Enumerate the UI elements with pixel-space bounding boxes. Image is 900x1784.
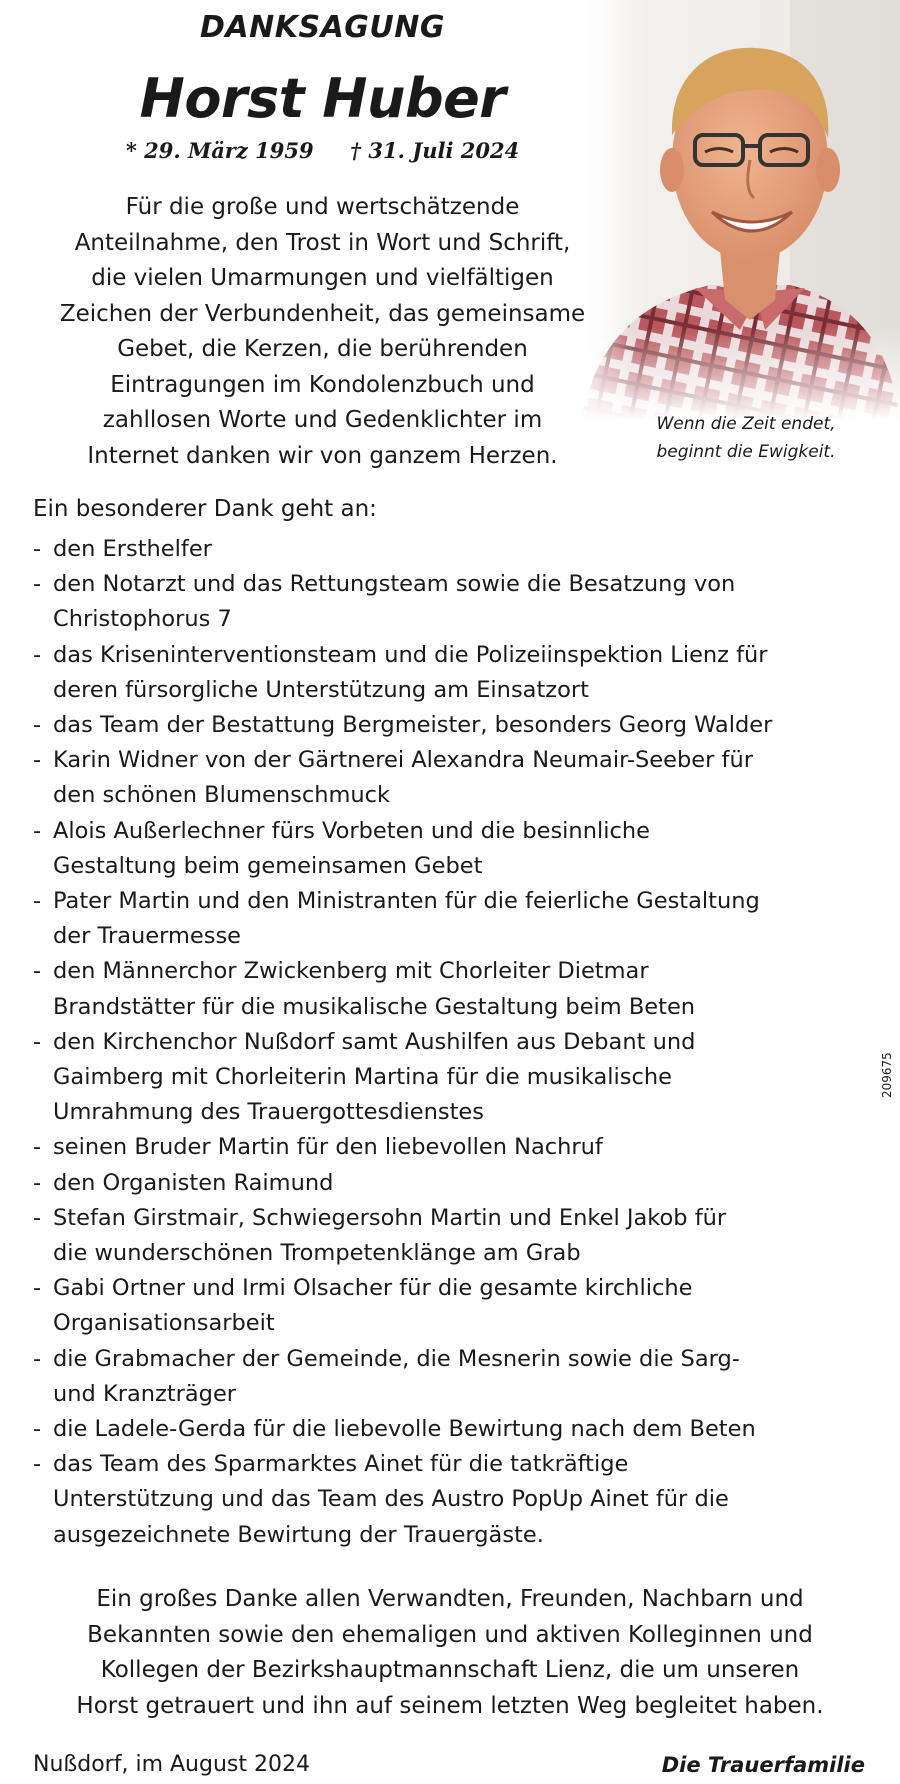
thanks-item: - Pater Martin und den Ministranten für die feierliche Gestaltung der Trauermesse <box>33 884 885 954</box>
intro-line: Anteilnahme, den Trost in Wort und Schrift, <box>74 229 571 256</box>
life-dates <box>100 136 545 166</box>
place-and-date: Nußdorf, im August 2024 <box>33 1752 310 1777</box>
intro-line: Eintragungen im Kondolenzbuch und <box>110 371 535 398</box>
thanks-item: - das Team der Bestattung Bergmeister, besonders Georg Walder <box>33 708 885 743</box>
notice-kicker: DANKSAGUNG <box>199 10 445 45</box>
thanks-item: - seinen Bruder Martin für den liebevollen Nachruf <box>33 1130 885 1165</box>
thanks-item: - Alois Außerlechner fürs Vorbeten und die besinnliche Gestaltung beim gemeinsamen Gebet <box>33 814 885 884</box>
thanks-item: - die Ladele-Gerda für die liebevolle Bewirtung nach dem Beten <box>33 1412 885 1447</box>
thanks-list <box>33 532 885 1553</box>
closing-line: Bekannten sowie den ehemaligen und aktiven Kolleginnen und <box>87 1621 813 1648</box>
thanks-item: - den Notarzt und das Rettungsteam sowie die Besatzung von Christophorus 7 <box>33 567 885 637</box>
birth-date: * 29. März 1959 <box>125 138 314 163</box>
thanks-item: - den Ersthelfer <box>33 532 885 567</box>
closing-line: Horst getrauert und ihn auf seinem letzten Weg begleitet haben. <box>76 1692 824 1719</box>
closing-line: Kollegen der Bezirkshauptmannschaft Lienz, die um unseren <box>100 1657 800 1683</box>
thanks-item: - das Kriseninterventionsteam und die Polizeiinspektion Lienz für deren fürsorgliche Unterstützung am Einsatzort <box>33 638 885 708</box>
closing-paragraph <box>20 1582 880 1724</box>
closing-line: Ein großes Danke allen Verwandten, Freunden, Nachbarn und <box>96 1586 804 1612</box>
intro-line: Internet danken wir von ganzem Herzen. <box>87 442 558 469</box>
thanks-heading: Ein besonderer Dank geht an: <box>33 496 377 522</box>
thanks-item: - den Kirchenchor Nußdorf samt Aushilfen aus Debant und Gaimberg mit Chorleiterin Martina für die musikalische Umrahmung des Trauergottesdienstes <box>33 1025 885 1131</box>
intro-line: Für die große und wertschätzende <box>125 194 520 220</box>
intro-paragraph <box>20 190 625 474</box>
thanks-item: - den Männerchor Zwickenberg mit Chorleiter Dietmar Brandstätter für die musikalische Gestaltung beim Beten <box>33 954 885 1024</box>
motto-line: Wenn die Zeit endet, <box>656 414 836 434</box>
signature: Die Trauerfamilie <box>661 1753 865 1777</box>
motto-quote <box>608 410 884 466</box>
motto-line: beginnt die Ewigkeit. <box>656 442 836 462</box>
intro-line: Zeichen der Verbundenheit, das gemeinsame <box>59 300 586 327</box>
thanks-item: - Stefan Girstmair, Schwiegersohn Martin und Enkel Jakob für die wunderschönen Trompetenklänge am Grab <box>33 1201 885 1271</box>
thanks-item: - Gabi Ortner und Irmi Olsacher für die gesamte kirchliche Organisationsarbeit <box>33 1271 885 1341</box>
thanks-item: - den Organisten Raimund <box>33 1166 885 1201</box>
thanks-item: - das Team des Sparmarktes Ainet für die tatkräftige Unterstützung und das Team des Austro PopUp Ainet für die ausgezeichnete Bewirtung der Trauergäste. <box>33 1447 885 1553</box>
death-date: † 31. Juli 2024 <box>350 138 520 163</box>
deceased-name: Horst Huber <box>139 67 506 130</box>
thanks-item: - Karin Widner von der Gärtnerei Alexandra Neumair-Seeber für den schönen Blumenschmuck <box>33 743 885 813</box>
intro-line: die vielen Umarmungen und vielfältigen <box>91 265 554 291</box>
thanks-item: - die Grabmacher der Gemeinde, die Mesnerin sowie die Sarg- und Kranzträger <box>33 1342 885 1412</box>
intro-line: Gebet, die Kerzen, die berührenden <box>117 336 528 362</box>
intro-line: zahllosen Worte und Gedenklichter im <box>102 407 543 433</box>
notice-code: 209675 <box>880 1052 894 1098</box>
